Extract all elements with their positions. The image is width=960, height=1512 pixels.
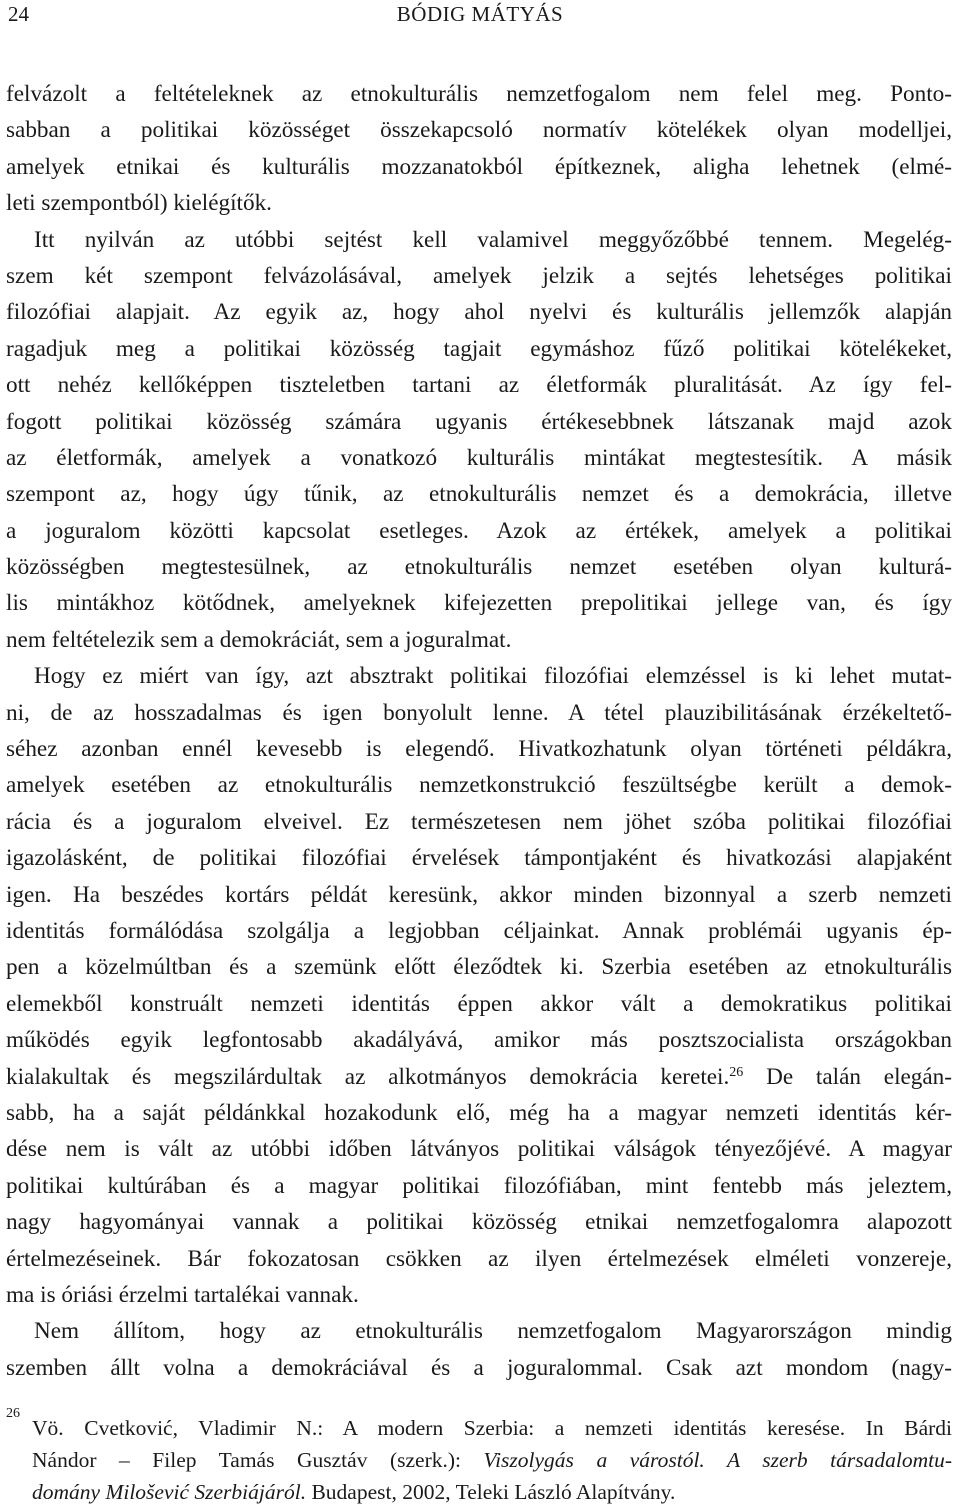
text-line: amelyek etnikai és kulturális mozzanatokból építkeznek, aligha lehetnek (elmé- <box>6 153 952 180</box>
text-line: igazolásként, de politikai filozófiai érvelések támpontjaként és hivatkozási alapjaként <box>6 845 952 872</box>
footnote-reference[interactable]: 26 <box>729 1064 744 1080</box>
footnote <box>6 1406 952 1508</box>
text-line: működés egyik legfontosabb akadályává, amikor más posztszocialista országokban <box>6 1027 952 1054</box>
text-line: fogott politikai közösség számára ugyanis értékesebbnek látszanak majd azok <box>6 408 952 435</box>
text-line: pen a közelmúltban és a szemünk előtt éleződtek ki. Szerbia esetében az etnokulturális <box>6 954 952 981</box>
text-line: az életformák, amelyek a vonatkozó kulturális mintákat megtestesítik. A másik <box>6 444 952 471</box>
text-line: politikai kultúrában és a magyar politikai filozófiában, mint fentebb más jeleztem, <box>6 1172 952 1199</box>
text-line: séhez azonban ennél kevesebb is elegendő. Hivatkozhatunk olyan történeti példákra, <box>6 736 952 763</box>
text-line: elemekből konstruált nemzeti identitás éppen akkor vált a demokratikus politikai <box>6 990 952 1017</box>
text-line: sabb, ha a saját példánkkal hozakodunk elő, még ha a magyar nemzeti identitás kér- <box>6 1099 952 1126</box>
text-line: rácia és a joguralom elveivel. Ez természetesen nem jöhet szóba politikai filozófiai <box>6 808 952 835</box>
text-line <box>6 1059 952 1095</box>
text-line: szem két szempont felvázolásával, amelyek jelzik a sejtés lehetséges politikai <box>6 262 952 289</box>
text-line: értelmezéseinek. Bár fokozatosan csökken az ilyen értelmezések elméleti vonzereje, <box>6 1245 952 1272</box>
text-segment: kialakultak és megszilárdultak az alkotmányos demokrácia keretei. <box>6 1063 730 1090</box>
footnote-number: 26 <box>6 1406 20 1421</box>
text-line: ragadjuk meg a politikai közösség tagjait egymáshoz fűző politikai kötelékeket, <box>6 335 952 362</box>
text-line: sabban a politikai közösséget összekapcsoló normatív kötelékek olyan modelljei, <box>6 117 952 144</box>
text-line: amelyek esetében az etnokulturális nemzetkonstrukció feszültségbe került a demok- <box>6 772 952 799</box>
text-segment: De talán elegán- <box>743 1063 953 1090</box>
text-line: ni, de az hosszadalmas és igen bonyolult lenne. A tétel plauzibilitásának érzékeltető- <box>6 699 952 726</box>
text-line: leti szempontból) kielégítők. <box>6 190 272 217</box>
text-line: Hogy ez miért van így, azt absztrakt politikai filozófiai elemzéssel is ki lehet mutat- <box>34 663 952 690</box>
text-segment: Budapest, 2002, Teleki László Alapítvány. <box>306 1480 676 1504</box>
text-line: nem feltételezik sem a demokráciát, sem a joguralmat. <box>6 626 512 653</box>
text-line: szemben állt volna a demokráciával és a joguralommal. Csak azt mondom (nagy- <box>6 1354 952 1381</box>
footnote-line: Vö. Cvetković, Vladimir N.: A modern Szerbia: a nemzeti identitás keresése. In Bárdi <box>32 1416 952 1440</box>
text-line: felvázolt a feltételeknek az etnokulturális nemzetfogalom nem felel meg. Ponto- <box>6 81 952 107</box>
text-line: nagy hagyományai vannak a politikai közösség etnikai nemzetfogalomra alapozott <box>6 1209 952 1236</box>
text-line: közösségben megtestesülnek, az etnokulturális nemzet esetében olyan kulturá- <box>6 554 952 581</box>
book-title: Viszolygás a várostól. A szerb társadalomtu- <box>483 1448 952 1472</box>
book-title: domány Milošević Szerbiájáról. <box>32 1480 307 1504</box>
footnote-line <box>6 1444 952 1476</box>
footnote-line <box>6 1476 952 1508</box>
text-line: a joguralom közötti kapcsolat esetleges. Azok az értékek, amelyek a politikai <box>6 517 952 544</box>
text-line: Itt nyilván az utóbbi sejtést kell valamivel meggyőzőbbé tennem. Megelég- <box>34 226 952 253</box>
text-line: dése nem is vált az utóbbi időben látványos politikai válságok tényezőjévé. A magyar <box>6 1136 952 1163</box>
text-line: identitás formálódása szolgálja a legjobban céljainkat. Annak problémái ugyanis ép- <box>6 917 952 944</box>
text-line: szempont az, hogy úgy tűnik, az etnokulturális nemzet és a demokrácia, illetve <box>6 481 952 508</box>
body-text <box>6 76 952 1386</box>
text-line: igen. Ha beszédes kortárs példát keresünk, akkor minden bizonnyal a szerb nemzeti <box>6 881 952 908</box>
text-line: ma is óriási érzelmi tartalékai vannak. <box>6 1281 359 1308</box>
text-line: filozófiai alapjait. Az egyik az, hogy ahol nyelvi és kulturális jellemzők alapján <box>6 299 952 326</box>
text-line: lis mintákhoz kötődnek, amelyeknek kifejezetten prepolitikai jellege van, és így <box>6 590 952 617</box>
text-line: ott nehéz kellőképpen tiszteletben tartani az életformák pluralitását. Az így fel- <box>6 372 952 399</box>
text-segment: Nándor – Filep Tamás Gusztáv (szerk.): <box>32 1448 484 1472</box>
running-title: BÓDIG MÁTYÁS <box>396 2 564 26</box>
text-line: Nem állítom, hogy az etnokulturális nemzetfogalom Magyarországon mindig <box>34 1318 952 1345</box>
page-number: 24 <box>8 2 29 26</box>
